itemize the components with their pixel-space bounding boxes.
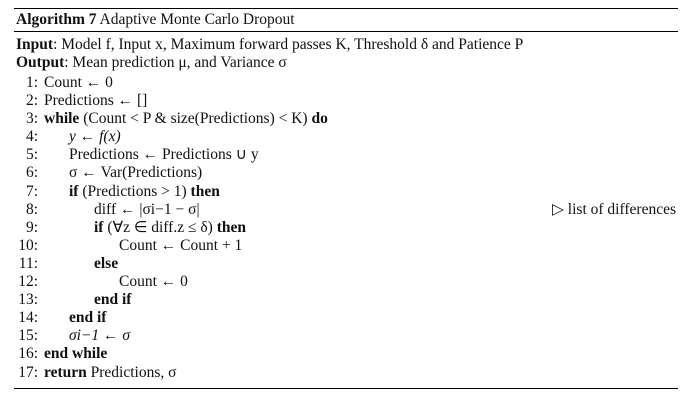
line-code	[69, 183, 220, 201]
input-label: Input	[16, 36, 54, 53]
line-keyword: end if	[69, 309, 107, 327]
line-number: 4:	[25, 128, 38, 146]
line-code	[94, 291, 131, 309]
line-code	[119, 237, 242, 255]
line-code	[69, 309, 106, 327]
line-text: σ ← Var(Predictions)	[69, 164, 203, 182]
algorithm-block	[14, 8, 678, 389]
input-text: : Model f, Input x, Maximum forward passes K, Threshold δ and Patience P	[53, 36, 524, 53]
line-code	[69, 164, 202, 182]
algorithm-caption	[14, 9, 678, 31]
line-number: 11:	[18, 254, 38, 272]
line-code	[44, 364, 177, 382]
line-number: 3:	[25, 110, 38, 128]
line-keyword: end if	[94, 291, 132, 309]
algorithm-line	[14, 345, 678, 363]
algorithm-line	[14, 291, 678, 309]
line-number: 1:	[25, 74, 38, 91]
line-keyword: end while	[44, 345, 108, 363]
line-keyword: if	[69, 182, 79, 200]
line-number: 13:	[18, 291, 38, 309]
output-text: : Mean prediction μ, and Variance σ	[64, 54, 287, 71]
line-text: Count ← 0	[119, 273, 188, 291]
line-keyword-post: then	[190, 182, 220, 200]
line-code	[94, 201, 200, 219]
line-number: 10:	[18, 236, 38, 254]
algorithm-title: Adaptive Monte Carlo Dropout	[99, 11, 295, 28]
line-text: (∀z ∈ diff.z ≤ δ)	[103, 218, 217, 236]
algorithm-line	[14, 110, 678, 128]
line-keyword-post: then	[216, 218, 246, 236]
line-code	[94, 219, 246, 237]
line-text: (Count < P & size(Predictions) < K)	[79, 110, 312, 128]
line-number: 17:	[18, 363, 38, 381]
line-text: (Predictions > 1)	[78, 182, 191, 200]
algorithm-line	[14, 327, 678, 345]
line-code	[94, 255, 118, 273]
io-block	[14, 32, 678, 74]
algorithm-line	[14, 201, 678, 219]
line-code	[44, 92, 147, 110]
line-number: 6:	[25, 164, 38, 182]
line-text: Predictions ← Predictions ∪ y	[69, 146, 259, 164]
line-comment: ▷ list of differences	[552, 200, 676, 218]
line-text: Predictions, σ	[86, 363, 177, 381]
line-keyword: while	[44, 110, 80, 128]
algorithm-line	[14, 364, 678, 382]
algorithm-line	[14, 183, 678, 201]
line-number: 7:	[25, 182, 38, 200]
line-keyword-post: do	[311, 110, 328, 128]
line-code	[69, 146, 259, 164]
line-text: σi−1 ← σ	[69, 327, 131, 345]
line-number: 12:	[18, 273, 38, 291]
line-text: Predictions ← []	[44, 92, 148, 110]
line-number: 5:	[25, 146, 38, 164]
algorithm-line	[14, 146, 678, 164]
output-line	[14, 54, 678, 72]
line-number: 16:	[18, 345, 38, 363]
algorithm-line	[14, 255, 678, 273]
line-text: diff ← |σi−1 − σ|	[94, 200, 200, 218]
output-label: Output	[16, 54, 65, 71]
algorithm-line	[14, 273, 678, 291]
line-keyword: return	[44, 363, 87, 381]
algorithm-line	[14, 128, 678, 146]
line-number: 14:	[18, 309, 38, 327]
algorithm-line	[14, 92, 678, 110]
line-text: y ← f(x)	[69, 128, 121, 146]
line-text: Count ← 0	[44, 74, 113, 91]
line-code	[44, 110, 328, 128]
bottom-rule	[14, 388, 678, 389]
line-keyword: else	[94, 254, 119, 272]
line-keyword: if	[94, 218, 104, 236]
algorithm-line	[14, 164, 678, 182]
line-code	[119, 273, 188, 291]
algorithm-line	[14, 309, 678, 327]
line-number: 15:	[18, 327, 38, 345]
algorithm-line	[14, 74, 678, 92]
algorithm-line	[14, 237, 678, 255]
algorithm-label: Algorithm 7	[16, 11, 97, 28]
line-code	[44, 74, 113, 92]
line-number: 8:	[25, 200, 38, 218]
algorithm-line	[14, 219, 678, 237]
line-code	[44, 345, 107, 363]
input-line	[14, 36, 678, 54]
line-number: 2:	[25, 92, 38, 110]
algorithm-lines	[14, 74, 678, 382]
line-text: Count ← Count + 1	[119, 236, 243, 254]
line-code	[69, 327, 130, 345]
line-code	[69, 128, 121, 146]
line-number: 9:	[25, 218, 38, 236]
